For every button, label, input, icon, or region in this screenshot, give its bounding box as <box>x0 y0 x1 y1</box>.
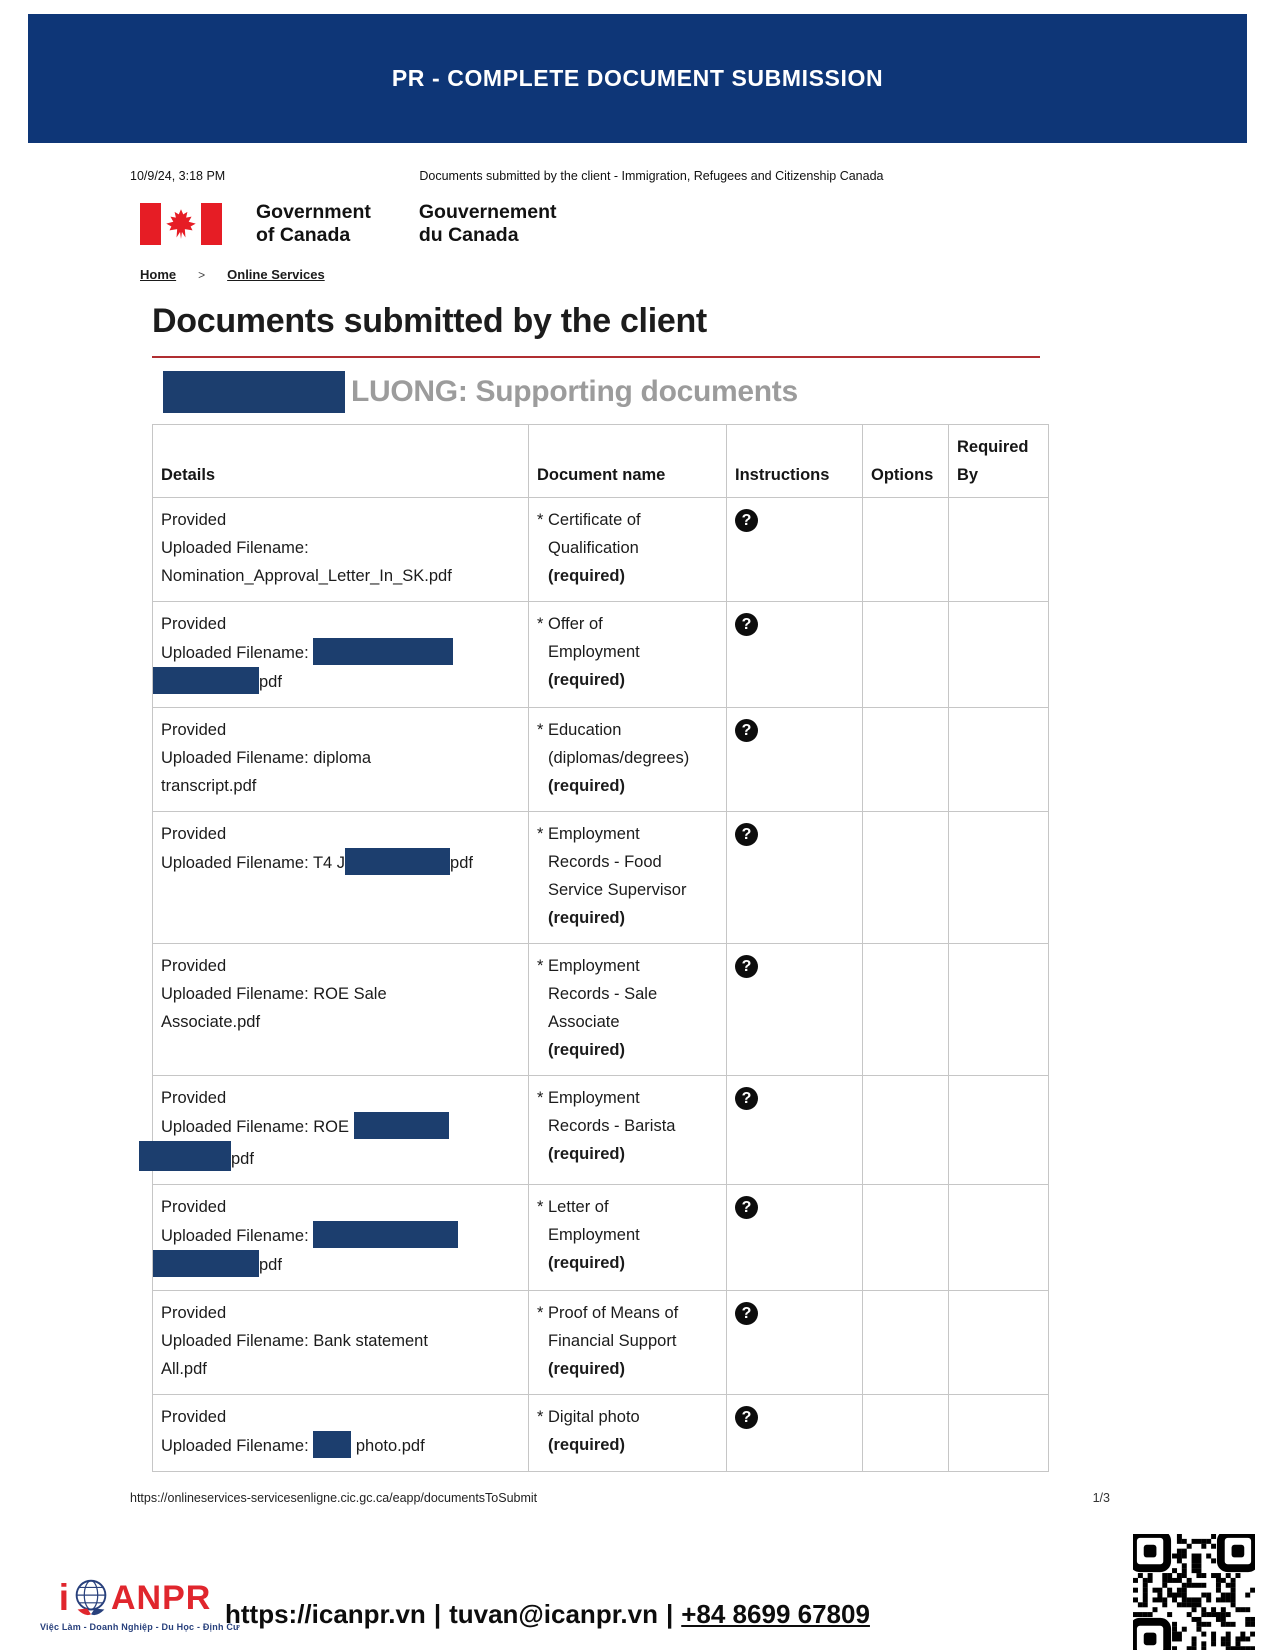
phone-link[interactable]: +84 8699 67809 <box>681 1599 870 1629</box>
details-line: Uploaded Filename: <box>161 1221 520 1250</box>
breadcrumb-link-home[interactable]: Home <box>140 267 177 282</box>
required-label: (required) <box>548 1041 626 1059</box>
document-name-line: * Employment <box>537 1089 640 1107</box>
document-name-line: Records - Sale <box>548 985 658 1003</box>
details-cell <box>153 602 529 708</box>
document-name-line: Financial Support <box>548 1332 677 1350</box>
required-by-cell <box>949 1076 1049 1185</box>
help-icon[interactable]: ? <box>735 509 758 532</box>
subtitle-text: LUONG: Supporting documents <box>351 375 798 408</box>
instructions-cell <box>727 1185 863 1291</box>
breadcrumb-separator: > <box>198 268 206 282</box>
client-subtitle <box>163 370 1275 414</box>
contact-separator: | <box>433 1599 442 1629</box>
details-line: Uploaded Filename: ROE Sale <box>161 985 387 1003</box>
canada-flag-icon <box>140 203 222 245</box>
document-name-line: * Proof of Means of <box>537 1304 679 1322</box>
gov-wordmark-en-line1: Government <box>256 201 371 223</box>
document-name-line: * Certificate of <box>537 511 641 529</box>
help-icon[interactable]: ? <box>735 1302 758 1325</box>
print-doc-title: Documents submitted by the client - Immigration, Refugees and Citizenship Canada <box>419 169 884 183</box>
contact-line <box>225 1599 870 1630</box>
instructions-cell <box>727 602 863 708</box>
instructions-cell <box>727 1291 863 1395</box>
details-line: Nomination_Approval_Letter_In_SK.pdf <box>161 567 452 585</box>
document-name-line: Employment <box>548 1226 640 1244</box>
details-cell <box>153 1185 529 1291</box>
document-name-cell <box>529 498 727 602</box>
table-row <box>153 1291 1049 1395</box>
website-link[interactable]: https://icanpr.vn <box>225 1599 426 1629</box>
document-name-line: Records - Barista <box>548 1117 676 1135</box>
redaction-box <box>153 667 259 694</box>
details-line: Uploaded Filename: Bank statement <box>161 1332 428 1350</box>
options-cell <box>863 1291 949 1395</box>
gov-wordmark-fr <box>419 201 557 247</box>
details-line: Provided <box>161 615 227 633</box>
document-name-line: * Offer of <box>537 615 603 633</box>
required-by-cell <box>949 944 1049 1076</box>
table-row <box>153 1076 1049 1185</box>
document-name-cell <box>529 708 727 812</box>
required-by-cell <box>949 602 1049 708</box>
document-name-line: * Employment <box>537 957 640 975</box>
document-name-cell <box>529 812 727 944</box>
options-cell <box>863 1395 949 1472</box>
options-cell <box>863 944 949 1076</box>
document-name-line: * Letter of <box>537 1198 609 1216</box>
details-line: Provided <box>161 1408 227 1426</box>
table-row <box>153 812 1049 944</box>
details-cell <box>153 812 529 944</box>
instructions-cell <box>727 944 863 1076</box>
table-row <box>153 602 1049 708</box>
documents-table <box>152 424 1049 1472</box>
options-cell <box>863 812 949 944</box>
qr-code <box>1133 1534 1255 1650</box>
column-header-details: Details <box>153 425 529 498</box>
required-label: (required) <box>548 567 626 585</box>
help-icon[interactable]: ? <box>735 1406 758 1429</box>
required-label: (required) <box>548 777 626 795</box>
email-link[interactable]: tuvan@icanpr.vn <box>449 1599 658 1629</box>
logo-letter-i: i <box>58 1577 69 1618</box>
document-name-cell <box>529 1076 727 1185</box>
gov-wordmark-fr-line2: du Canada <box>418 224 519 246</box>
document-name-line: * Employment <box>537 825 640 843</box>
breadcrumb <box>140 267 1275 282</box>
print-meta-row <box>130 169 1145 185</box>
redaction-box <box>313 1221 458 1248</box>
document-name-line: Service Supervisor <box>548 881 687 899</box>
help-icon[interactable]: ? <box>735 1196 758 1219</box>
details-line: Provided <box>161 511 227 529</box>
help-icon[interactable]: ? <box>735 1087 758 1110</box>
required-by-cell <box>949 498 1049 602</box>
details-line: Provided <box>161 957 227 975</box>
document-name-cell <box>529 944 727 1076</box>
required-label: (required) <box>548 1360 626 1378</box>
table-row <box>153 1185 1049 1291</box>
maple-leaf-icon <box>165 208 197 240</box>
document-name-cell <box>529 1185 727 1291</box>
details-line: All.pdf <box>161 1360 207 1378</box>
gov-wordmark-en-line2: of Canada <box>256 224 351 246</box>
options-cell <box>863 708 949 812</box>
redaction-box <box>163 371 345 413</box>
details-line: Uploaded Filename: <box>161 539 309 557</box>
required-label: (required) <box>548 1145 626 1163</box>
instructions-cell <box>727 708 863 812</box>
document-name-line: * Education <box>537 721 622 739</box>
details-line: Provided <box>161 1198 227 1216</box>
table-row <box>153 708 1049 812</box>
instructions-cell <box>727 498 863 602</box>
page-title: Documents submitted by the client <box>152 302 707 340</box>
details-line: Uploaded Filename: T4 J pdf <box>161 848 520 877</box>
options-cell <box>863 602 949 708</box>
options-cell <box>863 498 949 602</box>
required-label: (required) <box>548 671 626 689</box>
print-footer-row <box>130 1491 1145 1505</box>
details-line: Uploaded Filename: diploma <box>161 749 372 767</box>
redaction-box <box>354 1112 449 1139</box>
document-name-cell <box>529 1395 727 1472</box>
details-cell <box>153 1395 529 1472</box>
details-cell <box>153 498 529 602</box>
required-by-cell <box>949 1291 1049 1395</box>
table-row <box>153 1395 1049 1472</box>
redaction-box <box>345 848 450 875</box>
details-line: Provided <box>161 1304 227 1322</box>
required-by-cell <box>949 812 1049 944</box>
document-name-line: (diplomas/degrees) <box>548 749 690 767</box>
redaction-box <box>313 638 453 665</box>
table-header-row <box>153 425 1049 498</box>
gov-wordmark-fr-line1: Gouvernement <box>418 201 557 223</box>
required-by-cell <box>949 1395 1049 1472</box>
required-label: (required) <box>548 1254 626 1272</box>
details-line: Uploaded Filename: photo.pdf <box>161 1431 520 1460</box>
title-rule <box>152 356 1040 358</box>
column-header-options: Options <box>863 425 949 498</box>
print-datetime: 10/9/24, 3:18 PM <box>130 169 226 183</box>
page-number: 1/3 <box>1092 1491 1110 1505</box>
column-header-instructions: Instructions <box>727 425 863 498</box>
required-label: (required) <box>548 909 626 927</box>
document-name-line: Employment <box>548 643 640 661</box>
column-header-required-by: Required By <box>949 425 1049 498</box>
brand-tagline: Việc Làm - Doanh Nghiệp - Du Học - Định Cư <box>40 1622 240 1632</box>
logo-letters-anpr: ANPR <box>110 1578 212 1617</box>
banner-title: PR - COMPLETE DOCUMENT SUBMISSION <box>391 65 884 91</box>
details-line: Provided <box>161 1089 227 1107</box>
breadcrumb-link-online-services[interactable]: Online Services <box>227 267 325 282</box>
government-of-canada-signature <box>140 201 1275 247</box>
details-line: Uploaded Filename: ROE <box>161 1112 520 1141</box>
details-line: Provided <box>161 721 227 739</box>
instructions-cell <box>727 1076 863 1185</box>
details-line: Associate.pdf <box>161 1013 261 1031</box>
details-cell <box>153 1291 529 1395</box>
options-cell <box>863 1076 949 1185</box>
gov-wordmark-en <box>256 201 371 247</box>
footer-url: https://onlineservices-servicesenligne.cic.gc.ca/eapp/documentsToSubmit <box>130 1491 538 1505</box>
header-banner <box>28 14 1247 143</box>
instructions-cell <box>727 1395 863 1472</box>
details-cell <box>153 1076 529 1185</box>
details-line: Provided <box>161 825 227 843</box>
instructions-cell <box>727 812 863 944</box>
help-icon[interactable]: ? <box>735 613 758 636</box>
redaction-box <box>139 1141 231 1171</box>
details-line: pdf <box>161 667 520 696</box>
options-cell <box>863 1185 949 1291</box>
details-line: pdf <box>161 1250 520 1279</box>
icanpr-logo <box>40 1575 240 1632</box>
document-name-cell <box>529 602 727 708</box>
redaction-box <box>313 1431 351 1458</box>
details-line: Uploaded Filename: <box>161 638 520 667</box>
document-name-line: Records - Food <box>548 853 662 871</box>
table-row <box>153 944 1049 1076</box>
document-name-line: Qualification <box>548 539 639 557</box>
details-line: transcript.pdf <box>161 777 257 795</box>
required-by-cell <box>949 1185 1049 1291</box>
globe-icon <box>68 1575 114 1621</box>
document-name-line: Associate <box>548 1013 620 1031</box>
contact-separator: | <box>665 1599 674 1629</box>
help-icon[interactable]: ? <box>735 955 758 978</box>
table-row <box>153 498 1049 602</box>
details-cell <box>153 944 529 1076</box>
required-by-cell <box>949 708 1049 812</box>
column-header-document-name: Document name <box>529 425 727 498</box>
help-icon[interactable]: ? <box>735 719 758 742</box>
document-name-cell <box>529 1291 727 1395</box>
details-line: pdf <box>161 1141 520 1173</box>
details-cell <box>153 708 529 812</box>
document-name-line: * Digital photo <box>537 1408 640 1426</box>
redaction-box <box>153 1250 259 1277</box>
help-icon[interactable]: ? <box>735 823 758 846</box>
required-label: (required) <box>548 1436 626 1454</box>
